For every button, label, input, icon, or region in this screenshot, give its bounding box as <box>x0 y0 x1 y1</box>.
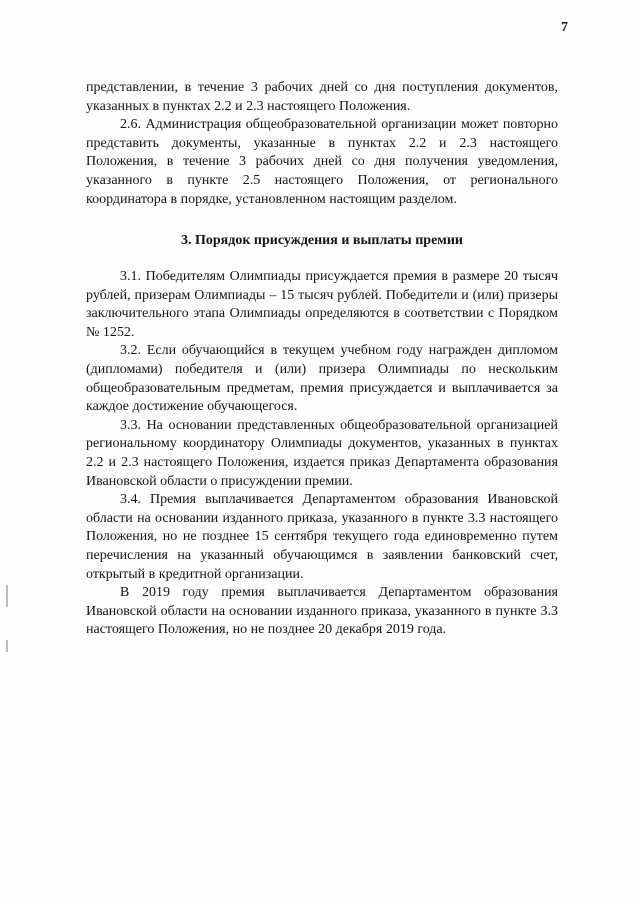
page-number: 7 <box>561 20 568 35</box>
paragraph-2-6: 2.6. Администрация общеобразовательной организации может повторно представить документы, указанные в пунктах 2.2 и 2.3 настоящего Положения, в течение 3 рабочих дней со дня получения уведомления, указанного в пункте 2.5 настоящего Положения, от регионального координатора в порядке, установленном настоящим разделом. <box>86 117 558 207</box>
text-block-main <box>86 268 558 640</box>
scan-margin-mark <box>6 640 8 652</box>
paragraph-3-1: 3.1. Победителям Олимпиады присуждается премия в размере 20 тысяч рублей, призерам Олимпиады – 15 тысяч рублей. Победители и (или) призеры заключительного этапа Олимпиады определяются в соответствии с Порядком № 1252. <box>86 269 558 340</box>
paragraph-3-4: 3.4. Премия выплачивается Департаментом образования Ивановской области на основании изданного приказа, указанного в пункте 3.3 настоящего Положения, но не позднее 15 сентября текущего года единовременно путем перечисления на указанный обучающимся в заявлении банковский счет, открытый в кредитной организации. <box>86 492 558 582</box>
section-heading: 3. Порядок присуждения и выплаты премии <box>181 233 463 248</box>
scan-margin-mark <box>6 585 8 607</box>
paragraph-2019-payment: В 2019 году премия выплачивается Департаментом образования Ивановской области на основании изданного приказа, указанного в пункте 3.3 настоящего Положения, но не позднее 20 декабря 2019 года. <box>86 585 558 638</box>
text-block-top <box>86 79 558 209</box>
paragraph-continuation: представлении, в течение 3 рабочих дней со дня поступления документов, указанных в пунктах 2.2 и 2.3 настоящего Положения. <box>86 80 558 114</box>
paragraph-3-3: 3.3. На основании представленных общеобразовательной организацией региональному координатору Олимпиады документов, указанных в пунктах 2.2 и 2.3 настоящего Положения, издается приказ Департамента образования Ивановской области о присуждении премии. <box>86 417 558 489</box>
paragraph-3-2: 3.2. Если обучающийся в текущем учебном году награжден дипломом (дипломами) победителя и (или) призера Олимпиады по нескольким общеобразовательным предметам, премия присуждается и выплачивается за каждое достижение обучающегося. <box>86 343 558 415</box>
